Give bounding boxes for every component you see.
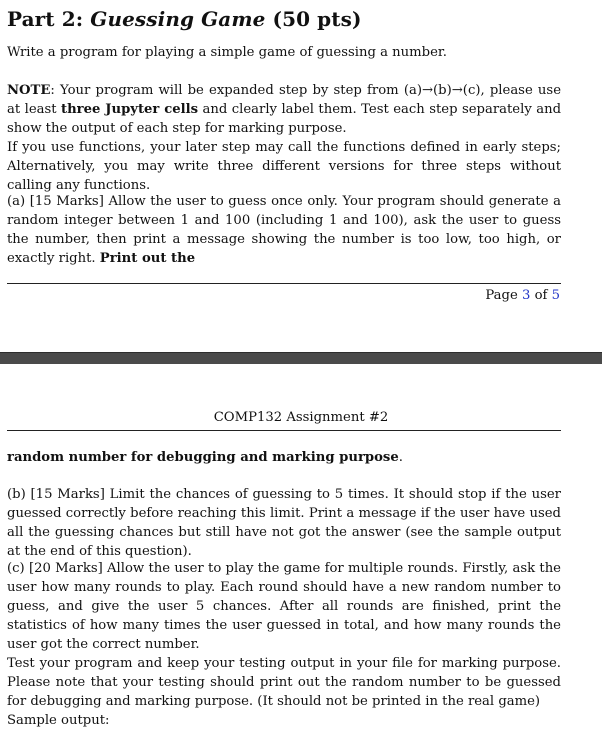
sample-output-label: Sample output:	[7, 713, 110, 728]
page-number	[485, 288, 560, 303]
testing-paragraph	[7, 654, 561, 730]
note-text-3: If you use functions, your later step may call the functions defined in early steps; Alternatively, you may write three different versions for three steps without calling any functions.	[7, 140, 561, 193]
continued-end: .	[398, 450, 403, 465]
header-rule	[7, 430, 561, 431]
part-c-paragraph: (c) [20 Marks] Allow the user to play the game for multiple rounds. Firstly, ask the user how many rounds to play. Each round should have a new random number to guess, and give the user 5 chances. After all rounds are finished, print the statistics of how many times the user guessed in total, and how many rounds the user got the correct number.	[7, 561, 561, 652]
title-italic: Guessing Game	[90, 7, 266, 31]
note-text-2: and clearly label them. Test each step separately and show the output of each step for marking purpose.	[7, 102, 562, 136]
page-current-link[interactable]: 3	[522, 288, 531, 303]
continued-bold: random number for debugging and marking purpose	[7, 450, 399, 465]
title-points: (50 pts)	[265, 7, 362, 31]
part-a-bold: Print out the	[99, 251, 196, 266]
note-bold: three Jupyter cells	[61, 102, 199, 117]
page-label: Page	[485, 288, 522, 303]
intro-paragraph: Write a program for playing a simple game of guessing a number.	[7, 45, 447, 60]
part-b-paragraph: (b) [15 Marks] Limit the chances of guessing to 5 times. It should stop if the user guessed correctly before reaching this limit. Print a message if the user have used all the guessing chances but still have not got the answer (see the sample output at the end of this question).	[7, 487, 561, 559]
part-a-paragraph	[7, 192, 561, 268]
page-of: of	[530, 288, 552, 303]
footer-rule	[7, 283, 561, 284]
title-prefix: Part 2:	[7, 7, 91, 31]
note-text-1: : Your program will be expanded step by step from (a)→(b)→(c), please use at least	[7, 83, 561, 117]
note-label: NOTE	[7, 83, 51, 98]
section-title	[7, 7, 362, 31]
page-total-link[interactable]: 5	[551, 288, 560, 303]
page-3	[0, 0, 602, 352]
running-header: COMP132 Assignment #2	[213, 410, 389, 425]
note-paragraph	[7, 81, 561, 195]
continued-paragraph	[7, 448, 561, 467]
part-a-text: (a) [15 Marks] Allow the user to guess once only. Your program should generate a random integer between 1 and 100 (including 1 and 100), ask the user to guess the number, then print a message showing the number is too low, too high, or exactly right.	[7, 194, 561, 266]
testing-text: Test your program and keep your testing output in your file for marking purpose. Please note that your testing should print out the random number to be guessed for debugging and marking purpose. (It should not be printed in the real game)	[7, 656, 561, 709]
page-4	[0, 364, 602, 730]
